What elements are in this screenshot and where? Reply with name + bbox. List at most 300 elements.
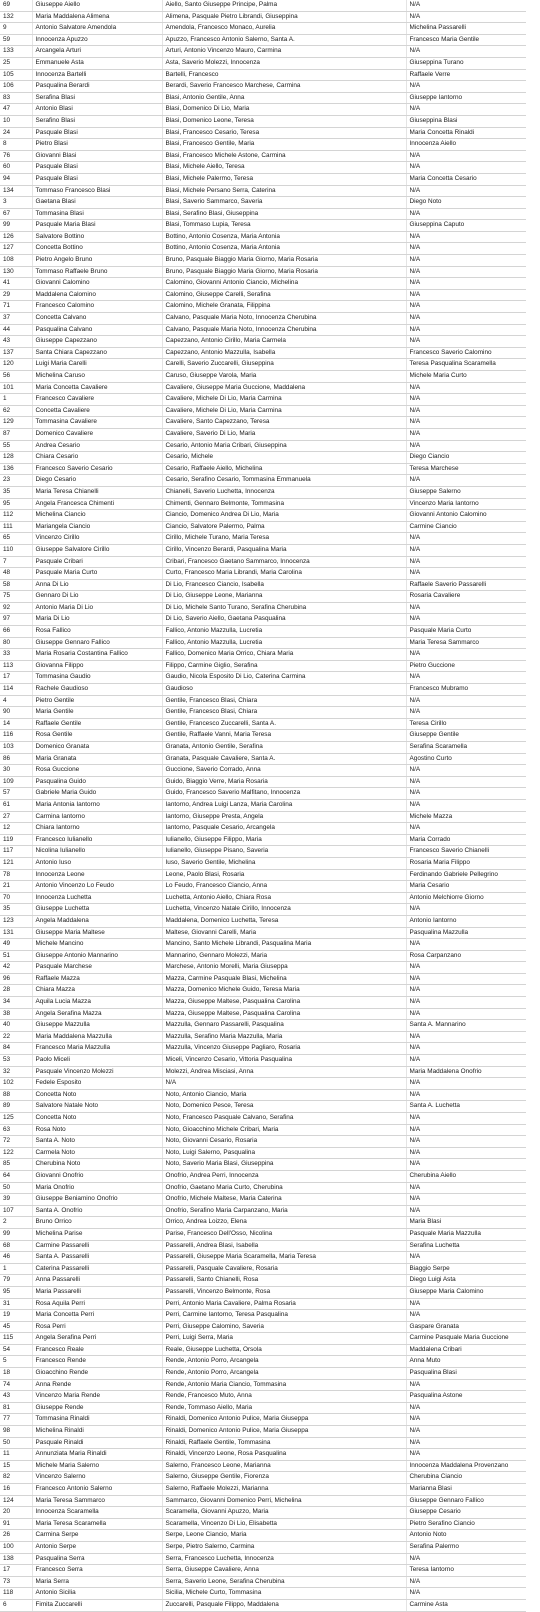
spouse-cell[interactable]: N/A	[406, 1147, 526, 1159]
parents-cell[interactable]: Zuccarelli, Pasquale Filippo, Maddalena	[162, 1599, 406, 1611]
parents-cell[interactable]: Rende, Francesco Muto, Anna	[162, 1391, 406, 1403]
record-id-cell[interactable]: 113	[0, 660, 32, 672]
record-id-cell[interactable]: 30	[0, 765, 32, 777]
record-id-cell[interactable]: 22	[0, 1031, 32, 1043]
record-id-cell[interactable]: 7	[0, 556, 32, 568]
spouse-cell[interactable]: N/A	[406, 243, 526, 255]
spouse-cell[interactable]: Antonio Iantorno	[406, 915, 526, 927]
person-name-cell[interactable]: Antonio Maria Di Lio	[32, 602, 162, 614]
parents-cell[interactable]: Rinaldi, Vincenzo Leone, Rosa Pasqualina	[162, 1449, 406, 1461]
parents-cell[interactable]: Rinaldi, Raffaele Gentile, Tommasina	[162, 1437, 406, 1449]
record-id-cell[interactable]: 88	[0, 1089, 32, 1101]
record-id-cell[interactable]: 96	[0, 973, 32, 985]
spouse-cell[interactable]: Carmine Ciancio	[406, 521, 526, 533]
person-name-cell[interactable]: Pasqualina Calvano	[32, 324, 162, 336]
spouse-cell[interactable]: Antonio Noto	[406, 1530, 526, 1542]
parents-cell[interactable]: Noto, Domenico Pesce, Teresa	[162, 1101, 406, 1113]
parents-cell[interactable]: Mazzulla, Vincenzo Giuseppe Pagliaro, Rosaria	[162, 1043, 406, 1055]
parents-cell[interactable]: Cavaliere, Giuseppe Maria Guccione, Maddalena	[162, 382, 406, 394]
spouse-cell[interactable]: N/A	[406, 1576, 526, 1588]
record-id-cell[interactable]: 109	[0, 776, 32, 788]
person-name-cell[interactable]: Santa A. Onofrio	[32, 1205, 162, 1217]
person-name-cell[interactable]: Giuseppe Rende	[32, 1402, 162, 1414]
parents-cell[interactable]: Alimena, Pasquale Pietro Librandi, Giuseppina	[162, 11, 406, 23]
parents-cell[interactable]: Gentile, Raffaele Vanni, Maria Teresa	[162, 730, 406, 742]
spouse-cell[interactable]: N/A	[406, 1194, 526, 1206]
parents-cell[interactable]: Bottino, Antonio Cosenza, Maria Antonia	[162, 231, 406, 243]
record-id-cell[interactable]: 129	[0, 417, 32, 429]
record-id-cell[interactable]: 6	[0, 1599, 32, 1611]
parents-cell[interactable]: Noto, Giovanni Cesario, Rosaria	[162, 1136, 406, 1148]
person-name-cell[interactable]: Chiara Cesario	[32, 452, 162, 464]
spouse-cell[interactable]: Carmine Asta	[406, 1599, 526, 1611]
person-name-cell[interactable]: Antonio Iuso	[32, 857, 162, 869]
parents-cell[interactable]: Cavaliere, Michele Di Lio, Maria Carmina	[162, 394, 406, 406]
spouse-cell[interactable]: Giuseppe Iantorno	[406, 92, 526, 104]
spouse-cell[interactable]: N/A	[406, 1043, 526, 1055]
person-name-cell[interactable]: Giovanna Filippo	[32, 660, 162, 672]
record-id-cell[interactable]: 59	[0, 34, 32, 46]
record-id-cell[interactable]: 44	[0, 324, 32, 336]
person-name-cell[interactable]: Michelina Rinaldi	[32, 1426, 162, 1438]
spouse-cell[interactable]: N/A	[406, 1205, 526, 1217]
person-name-cell[interactable]: Pasquale Rinaldi	[32, 1437, 162, 1449]
record-id-cell[interactable]: 23	[0, 475, 32, 487]
spouse-cell[interactable]: Giuseppina Turano	[406, 57, 526, 69]
person-name-cell[interactable]: Antonio Serpe	[32, 1541, 162, 1553]
spouse-cell[interactable]: Michele Maria Curto	[406, 371, 526, 383]
record-id-cell[interactable]: 80	[0, 637, 32, 649]
record-id-cell[interactable]: 57	[0, 788, 32, 800]
record-id-cell[interactable]: 32	[0, 1066, 32, 1078]
parents-cell[interactable]: Passarelli, Giuseppe Maria Scaramella, Maria Teresa	[162, 1252, 406, 1264]
person-name-cell[interactable]: Giuseppe Aiello	[32, 0, 162, 11]
record-id-cell[interactable]: 64	[0, 1170, 32, 1182]
parents-cell[interactable]: Blasi, Michele Aiello, Teresa	[162, 162, 406, 174]
person-name-cell[interactable]: Pasquale Cribari	[32, 556, 162, 568]
parents-cell[interactable]: Granata, Pasquale Cavaliere, Santa A.	[162, 753, 406, 765]
spouse-cell[interactable]: Pasquale Maria Curto	[406, 626, 526, 638]
person-name-cell[interactable]: Aquila Lucia Mazza	[32, 997, 162, 1009]
parents-cell[interactable]: Gaudioso	[162, 684, 406, 696]
record-id-cell[interactable]: 50	[0, 1182, 32, 1194]
person-name-cell[interactable]: Michele Maria Salerno	[32, 1460, 162, 1472]
record-id-cell[interactable]: 34	[0, 997, 32, 1009]
record-id-cell[interactable]: 86	[0, 753, 32, 765]
person-name-cell[interactable]: Maria Teresa Chianelli	[32, 486, 162, 498]
person-name-cell[interactable]: Emmanuele Asta	[32, 57, 162, 69]
record-id-cell[interactable]: 10	[0, 115, 32, 127]
parents-cell[interactable]: Blasi, Domenico Di Lio, Maria	[162, 104, 406, 116]
record-id-cell[interactable]: 47	[0, 104, 32, 116]
spouse-cell[interactable]: Giuseppe Gentile	[406, 730, 526, 742]
person-name-cell[interactable]: Andrea Cesario	[32, 440, 162, 452]
record-id-cell[interactable]: 102	[0, 1078, 32, 1090]
parents-cell[interactable]: Salerno, Giuseppe Gentile, Fiorenza	[162, 1472, 406, 1484]
person-name-cell[interactable]: Pasqualina Guido	[32, 776, 162, 788]
person-name-cell[interactable]: Gennaro Di Lio	[32, 591, 162, 603]
parents-cell[interactable]: Bruno, Pasquale Biaggio Maria Giorno, Maria Rosaria	[162, 255, 406, 267]
spouse-cell[interactable]: N/A	[406, 614, 526, 626]
person-name-cell[interactable]: Anna Rende	[32, 1379, 162, 1391]
person-name-cell[interactable]: Salvatore Bottino	[32, 231, 162, 243]
spouse-cell[interactable]: N/A	[406, 1089, 526, 1101]
spouse-cell[interactable]: Cherubina Aiello	[406, 1170, 526, 1182]
spouse-cell[interactable]: N/A	[406, 556, 526, 568]
person-name-cell[interactable]: Francesco Rende	[32, 1356, 162, 1368]
parents-cell[interactable]: Perri, Giuseppe Calomino, Saveria	[162, 1321, 406, 1333]
parents-cell[interactable]: Cavaliere, Michele Di Lio, Maria Carmina	[162, 405, 406, 417]
spouse-cell[interactable]: Biaggio Serpe	[406, 1263, 526, 1275]
record-id-cell[interactable]: 122	[0, 1147, 32, 1159]
person-name-cell[interactable]: Innocenza Leone	[32, 869, 162, 881]
spouse-cell[interactable]: N/A	[406, 278, 526, 290]
person-name-cell[interactable]: Maria Maddalena Mazzulla	[32, 1031, 162, 1043]
record-id-cell[interactable]: 95	[0, 498, 32, 510]
spouse-cell[interactable]: N/A	[406, 1159, 526, 1171]
person-name-cell[interactable]: Salvatore Natale Noto	[32, 1101, 162, 1113]
record-id-cell[interactable]: 74	[0, 1379, 32, 1391]
spouse-cell[interactable]: N/A	[406, 1310, 526, 1322]
person-name-cell[interactable]: Angela Francesca Chimenti	[32, 498, 162, 510]
person-name-cell[interactable]: Fedele Esposito	[32, 1078, 162, 1090]
parents-cell[interactable]: Calvano, Pasquale Maria Noto, Innocenza Cherubina	[162, 313, 406, 325]
person-name-cell[interactable]: Maria Di Lio	[32, 614, 162, 626]
parents-cell[interactable]: Calomino, Giuseppe Carelli, Serafina	[162, 289, 406, 301]
parents-cell[interactable]: Leone, Paolo Blasi, Rosaria	[162, 869, 406, 881]
record-id-cell[interactable]: 94	[0, 173, 32, 185]
parents-cell[interactable]: Rende, Tommaso Aiello, Maria	[162, 1402, 406, 1414]
spouse-cell[interactable]: N/A	[406, 1113, 526, 1125]
spouse-cell[interactable]: N/A	[406, 1414, 526, 1426]
parents-cell[interactable]: Blasi, Michele Persano Serra, Caterina	[162, 185, 406, 197]
person-name-cell[interactable]: Gaetana Blasi	[32, 197, 162, 209]
parents-cell[interactable]: Blasi, Tommaso Lupia, Teresa	[162, 220, 406, 232]
parents-cell[interactable]: Asta, Saverio Molezzi, Innocenza	[162, 57, 406, 69]
spouse-cell[interactable]: Maria Blasi	[406, 1217, 526, 1229]
spouse-cell[interactable]: N/A	[406, 1449, 526, 1461]
record-id-cell[interactable]: 26	[0, 1530, 32, 1542]
spouse-cell[interactable]: Michelina Passarelli	[406, 23, 526, 35]
spouse-cell[interactable]: N/A	[406, 301, 526, 313]
record-id-cell[interactable]: 14	[0, 718, 32, 730]
parents-cell[interactable]: Onofrio, Andrea Perri, Innocenza	[162, 1170, 406, 1182]
record-id-cell[interactable]: 125	[0, 1113, 32, 1125]
record-id-cell[interactable]: 108	[0, 255, 32, 267]
record-id-cell[interactable]: 50	[0, 1437, 32, 1449]
record-id-cell[interactable]: 43	[0, 1391, 32, 1403]
record-id-cell[interactable]: 40	[0, 1020, 32, 1032]
person-name-cell[interactable]: Rosa Gentile	[32, 730, 162, 742]
spouse-cell[interactable]: N/A	[406, 382, 526, 394]
spouse-cell[interactable]: Serafina Palermo	[406, 1541, 526, 1553]
record-id-cell[interactable]: 91	[0, 1518, 32, 1530]
record-id-cell[interactable]: 1	[0, 1263, 32, 1275]
record-id-cell[interactable]: 31	[0, 1298, 32, 1310]
person-name-cell[interactable]: Francesco Antonio Salerno	[32, 1484, 162, 1496]
parents-cell[interactable]: Calomino, Giovanni Antonio Ciancio, Michelina	[162, 278, 406, 290]
parents-cell[interactable]: Noto, Gioacchino Michele Cribari, Maria	[162, 1124, 406, 1136]
parents-cell[interactable]: Cesario, Michele	[162, 452, 406, 464]
person-name-cell[interactable]: Rosa Fallico	[32, 626, 162, 638]
record-id-cell[interactable]: 121	[0, 857, 32, 869]
person-name-cell[interactable]: Domenico Granata	[32, 742, 162, 754]
spouse-cell[interactable]: Maria Concetta Rinaldi	[406, 127, 526, 139]
spouse-cell[interactable]: N/A	[406, 985, 526, 997]
record-id-cell[interactable]: 28	[0, 985, 32, 997]
record-id-cell[interactable]: 107	[0, 1205, 32, 1217]
person-name-cell[interactable]: Antonio Salvatore Amendola	[32, 23, 162, 35]
spouse-cell[interactable]: Giovanni Antonio Calomino	[406, 510, 526, 522]
person-name-cell[interactable]: Pasqualina Serra	[32, 1553, 162, 1565]
person-name-cell[interactable]: Chiara Iantorno	[32, 823, 162, 835]
record-id-cell[interactable]: 85	[0, 1159, 32, 1171]
spouse-cell[interactable]: Francesco Saverio Chianelli	[406, 846, 526, 858]
parents-cell[interactable]: Chimenti, Gennaro Belmonte, Tommasina	[162, 498, 406, 510]
person-name-cell[interactable]: Pasquale Maria Curto	[32, 568, 162, 580]
spouse-cell[interactable]: N/A	[406, 1124, 526, 1136]
spouse-cell[interactable]: N/A	[406, 776, 526, 788]
parents-cell[interactable]: Mazzulla, Serafino Maria Mazzulla, Maria	[162, 1031, 406, 1043]
record-id-cell[interactable]: 119	[0, 834, 32, 846]
parents-cell[interactable]: Sicilia, Michele Curto, Tommasina	[162, 1588, 406, 1600]
parents-cell[interactable]: Fallico, Antonio Mazzulla, Lucretia	[162, 637, 406, 649]
person-name-cell[interactable]: Rosa Perri	[32, 1321, 162, 1333]
parents-cell[interactable]: Curto, Francesco Maria Librandi, Maria Carolina	[162, 568, 406, 580]
record-id-cell[interactable]: 17	[0, 672, 32, 684]
parents-cell[interactable]: Miceli, Vincenzo Cesario, Vittoria Pasqualina	[162, 1055, 406, 1067]
spouse-cell[interactable]: N/A	[406, 405, 526, 417]
spouse-cell[interactable]: Rosa Carpanzano	[406, 950, 526, 962]
spouse-cell[interactable]: N/A	[406, 324, 526, 336]
record-id-cell[interactable]: 4	[0, 695, 32, 707]
person-name-cell[interactable]: Innocenza Scaramella	[32, 1507, 162, 1519]
parents-cell[interactable]: Serpe, Leone Ciancio, Maria	[162, 1530, 406, 1542]
parents-cell[interactable]: Sammarco, Giovanni Domenico Perri, Michelina	[162, 1495, 406, 1507]
parents-cell[interactable]: Parise, Francesco Dell'Osso, Nicolina	[162, 1228, 406, 1240]
parents-cell[interactable]: Arturi, Antonio Vincenzo Mauro, Carmina	[162, 46, 406, 58]
parents-cell[interactable]: Capezzano, Antonio Cirillo, Maria Carmela	[162, 336, 406, 348]
spouse-cell[interactable]: N/A	[406, 162, 526, 174]
spouse-cell[interactable]: N/A	[406, 962, 526, 974]
record-id-cell[interactable]: 115	[0, 1333, 32, 1345]
record-id-cell[interactable]: 126	[0, 231, 32, 243]
person-name-cell[interactable]: Tommasina Gaudio	[32, 672, 162, 684]
parents-cell[interactable]: Carelli, Saverio Zuccarelli, Giuseppina	[162, 359, 406, 371]
person-name-cell[interactable]: Francesco Reale	[32, 1344, 162, 1356]
record-id-cell[interactable]: 114	[0, 684, 32, 696]
record-id-cell[interactable]: 87	[0, 428, 32, 440]
parents-cell[interactable]: Rende, Antonio Porro, Arcangela	[162, 1368, 406, 1380]
spouse-cell[interactable]: N/A	[406, 1078, 526, 1090]
person-name-cell[interactable]: Maria Granata	[32, 753, 162, 765]
spouse-cell[interactable]: Giuseppe Salerno	[406, 486, 526, 498]
person-name-cell[interactable]: Rosa Guccione	[32, 765, 162, 777]
spouse-cell[interactable]: N/A	[406, 533, 526, 545]
person-name-cell[interactable]: Michelina Ciancio	[32, 510, 162, 522]
person-name-cell[interactable]: Bruno Orrico	[32, 1217, 162, 1229]
record-id-cell[interactable]: 1	[0, 394, 32, 406]
record-id-cell[interactable]: 5	[0, 1356, 32, 1368]
parents-cell[interactable]: Mazza, Giuseppe Maltese, Pasqualina Carolina	[162, 997, 406, 1009]
parents-cell[interactable]: Reale, Giuseppe Luchetta, Orsola	[162, 1344, 406, 1356]
parents-cell[interactable]: Chianelli, Saverio Luchetta, Innocenza	[162, 486, 406, 498]
parents-cell[interactable]: Cavaliere, Saverio Di Lio, Maria	[162, 428, 406, 440]
parents-cell[interactable]: Mazza, Carmine Pasquale Blasi, Michelina	[162, 973, 406, 985]
spouse-cell[interactable]: N/A	[406, 1182, 526, 1194]
parents-cell[interactable]: Maddalena, Domenico Luchetta, Teresa	[162, 915, 406, 927]
parents-cell[interactable]: Amendola, Francesco Monaco, Aurelia	[162, 23, 406, 35]
spouse-cell[interactable]: N/A	[406, 440, 526, 452]
record-id-cell[interactable]: 131	[0, 927, 32, 939]
parents-cell[interactable]: N/A	[162, 1078, 406, 1090]
parents-cell[interactable]: Filippo, Carmine Giglio, Serafina	[162, 660, 406, 672]
parents-cell[interactable]: Serra, Giuseppe Cavaliere, Anna	[162, 1565, 406, 1577]
spouse-cell[interactable]: N/A	[406, 1136, 526, 1148]
record-id-cell[interactable]: 51	[0, 950, 32, 962]
parents-cell[interactable]: Cribari, Francesco Gaetano Sammarco, Innocenza	[162, 556, 406, 568]
parents-cell[interactable]: Blasi, Domenico Leone, Teresa	[162, 115, 406, 127]
record-id-cell[interactable]: 105	[0, 69, 32, 81]
parents-cell[interactable]: Gentile, Francesco Blasi, Chiara	[162, 707, 406, 719]
spouse-cell[interactable]: N/A	[406, 1252, 526, 1264]
parents-cell[interactable]: Iuso, Saverio Gentile, Michelina	[162, 857, 406, 869]
parents-cell[interactable]: Rinaldi, Domenico Antonio Pulice, Maria Giuseppa	[162, 1426, 406, 1438]
parents-cell[interactable]: Noto, Antonio Ciancio, Maria	[162, 1089, 406, 1101]
person-name-cell[interactable]: Maria Teresa Sammarco	[32, 1495, 162, 1507]
spouse-cell[interactable]: Raffaele Verre	[406, 69, 526, 81]
record-id-cell[interactable]: 21	[0, 881, 32, 893]
record-id-cell[interactable]: 18	[0, 1368, 32, 1380]
person-name-cell[interactable]: Giuseppe Capezzano	[32, 336, 162, 348]
parents-cell[interactable]: Gaudio, Nicola Esposito Di Lio, Caterina Carmina	[162, 672, 406, 684]
record-id-cell[interactable]: 2	[0, 1217, 32, 1229]
record-id-cell[interactable]: 130	[0, 266, 32, 278]
record-id-cell[interactable]: 137	[0, 347, 32, 359]
person-name-cell[interactable]: Carmela Noto	[32, 1147, 162, 1159]
spouse-cell[interactable]: N/A	[406, 394, 526, 406]
spouse-cell[interactable]: N/A	[406, 1379, 526, 1391]
person-name-cell[interactable]: Santa Chiara Capezzano	[32, 347, 162, 359]
record-id-cell[interactable]: 77	[0, 1414, 32, 1426]
parents-cell[interactable]: Serpe, Pietro Salerno, Carmina	[162, 1541, 406, 1553]
parents-cell[interactable]: Bruno, Pasquale Biaggio Maria Giorno, Maria Rosaria	[162, 266, 406, 278]
parents-cell[interactable]: Blasi, Antonio Gentile, Anna	[162, 92, 406, 104]
record-id-cell[interactable]: 120	[0, 359, 32, 371]
spouse-cell[interactable]: Francesco Maria Gentile	[406, 34, 526, 46]
record-id-cell[interactable]: 123	[0, 915, 32, 927]
record-id-cell[interactable]: 75	[0, 591, 32, 603]
parents-cell[interactable]: Scaramella, Giovanni Apuzzo, Maria	[162, 1507, 406, 1519]
parents-cell[interactable]: Calvano, Pasquale Maria Noto, Innocenza Cherubina	[162, 324, 406, 336]
record-id-cell[interactable]: 79	[0, 1275, 32, 1287]
parents-cell[interactable]: Cesario, Serafino Cesario, Tommasina Emmanuela	[162, 475, 406, 487]
record-id-cell[interactable]: 101	[0, 382, 32, 394]
person-name-cell[interactable]: Pasquale Marchese	[32, 962, 162, 974]
person-name-cell[interactable]: Rachele Gaudioso	[32, 684, 162, 696]
record-id-cell[interactable]: 35	[0, 904, 32, 916]
record-id-cell[interactable]: 49	[0, 939, 32, 951]
person-name-cell[interactable]: Angela Maddalena	[32, 915, 162, 927]
person-name-cell[interactable]: Concetta Calvano	[32, 313, 162, 325]
parents-cell[interactable]: Noto, Francesco Pasquale Calvano, Serafina	[162, 1113, 406, 1125]
spouse-cell[interactable]: N/A	[406, 544, 526, 556]
person-name-cell[interactable]: Chiara Mazza	[32, 985, 162, 997]
person-name-cell[interactable]: Maria Concetta Cavaliere	[32, 382, 162, 394]
record-id-cell[interactable]: 42	[0, 962, 32, 974]
spouse-cell[interactable]: Gaspare Granata	[406, 1321, 526, 1333]
person-name-cell[interactable]: Concetta Cavaliere	[32, 405, 162, 417]
spouse-cell[interactable]: Santa A. Mannarino	[406, 1020, 526, 1032]
person-name-cell[interactable]: Giovanni Calomino	[32, 278, 162, 290]
parents-cell[interactable]: Fallico, Domenico Maria Orrico, Chiara Maria	[162, 649, 406, 661]
person-name-cell[interactable]: Maria Concetta Perri	[32, 1310, 162, 1322]
person-name-cell[interactable]: Maddalena Calomino	[32, 289, 162, 301]
spouse-cell[interactable]: Giuseppina Blasi	[406, 115, 526, 127]
person-name-cell[interactable]: Giuseppe Beniamino Onofrio	[32, 1194, 162, 1206]
parents-cell[interactable]: Di Lio, Michele Santo Turano, Serafina Cherubina	[162, 602, 406, 614]
person-name-cell[interactable]: Tommasina Cavaliere	[32, 417, 162, 429]
record-id-cell[interactable]: 138	[0, 1553, 32, 1565]
parents-cell[interactable]: Ciancio, Domenico Andrea Di Lio, Maria	[162, 510, 406, 522]
record-id-cell[interactable]: 71	[0, 301, 32, 313]
parents-cell[interactable]: Apuzzo, Francesco Antonio Salerno, Santa A.	[162, 34, 406, 46]
person-name-cell[interactable]: Francesco Maria Mazzulla	[32, 1043, 162, 1055]
parents-cell[interactable]: Cirillo, Michele Turano, Maria Teresa	[162, 533, 406, 545]
person-name-cell[interactable]: Giuseppe Antonio Mannarino	[32, 950, 162, 962]
person-name-cell[interactable]: Santa A. Passarelli	[32, 1252, 162, 1264]
parents-cell[interactable]: Di Lio, Francesco Ciancio, Isabella	[162, 579, 406, 591]
spouse-cell[interactable]: N/A	[406, 231, 526, 243]
record-id-cell[interactable]: 111	[0, 521, 32, 533]
parents-cell[interactable]: Lo Feudo, Francesco Ciancio, Anna	[162, 881, 406, 893]
record-id-cell[interactable]: 63	[0, 1124, 32, 1136]
person-name-cell[interactable]: Vincenzo Salerno	[32, 1472, 162, 1484]
spouse-cell[interactable]: Pasqualina Astone	[406, 1391, 526, 1403]
person-name-cell[interactable]: Pasquale Maria Blasi	[32, 220, 162, 232]
parents-cell[interactable]: Mazza, Giuseppe Maltese, Pasqualina Carolina	[162, 1008, 406, 1020]
person-name-cell[interactable]: Francesco Iulianello	[32, 834, 162, 846]
person-name-cell[interactable]: Anna Di Lio	[32, 579, 162, 591]
parents-cell[interactable]: Blasi, Francesco Gentile, Maria	[162, 139, 406, 151]
parents-cell[interactable]: Capezzano, Antonio Mazzulla, Isabella	[162, 347, 406, 359]
person-name-cell[interactable]: Tommaso Francesco Blasi	[32, 185, 162, 197]
record-id-cell[interactable]: 133	[0, 46, 32, 58]
spouse-cell[interactable]: N/A	[406, 1008, 526, 1020]
person-name-cell[interactable]: Antonio Sicilia	[32, 1588, 162, 1600]
record-id-cell[interactable]: 3	[0, 197, 32, 209]
person-name-cell[interactable]: Raffaele Mazza	[32, 973, 162, 985]
parents-cell[interactable]: Marchese, Antonio Morelli, Maria Giuseppa	[162, 962, 406, 974]
person-name-cell[interactable]: Pasquale Blasi	[32, 127, 162, 139]
person-name-cell[interactable]: Maria Maddalena Alimena	[32, 11, 162, 23]
spouse-cell[interactable]: N/A	[406, 1553, 526, 1565]
parents-cell[interactable]: Mazza, Domenico Michele Guido, Teresa Maria	[162, 985, 406, 997]
person-name-cell[interactable]: Giuseppe Maria Maltese	[32, 927, 162, 939]
person-name-cell[interactable]: Carmine Passarelli	[32, 1240, 162, 1252]
person-name-cell[interactable]: Serafino Blasi	[32, 115, 162, 127]
person-name-cell[interactable]: Antonio Vincenzo Lo Feudo	[32, 881, 162, 893]
spouse-cell[interactable]: Rosaria Maria Filippo	[406, 857, 526, 869]
record-id-cell[interactable]: 58	[0, 579, 32, 591]
spouse-cell[interactable]: Francesco Mubramo	[406, 684, 526, 696]
person-name-cell[interactable]: Paolo Miceli	[32, 1055, 162, 1067]
person-name-cell[interactable]: Innocenza Luchetta	[32, 892, 162, 904]
record-id-cell[interactable]: 92	[0, 602, 32, 614]
spouse-cell[interactable]: Vincenzo Maria Iantorno	[406, 498, 526, 510]
person-name-cell[interactable]: Angela Serafina Mazza	[32, 1008, 162, 1020]
record-id-cell[interactable]: 134	[0, 185, 32, 197]
